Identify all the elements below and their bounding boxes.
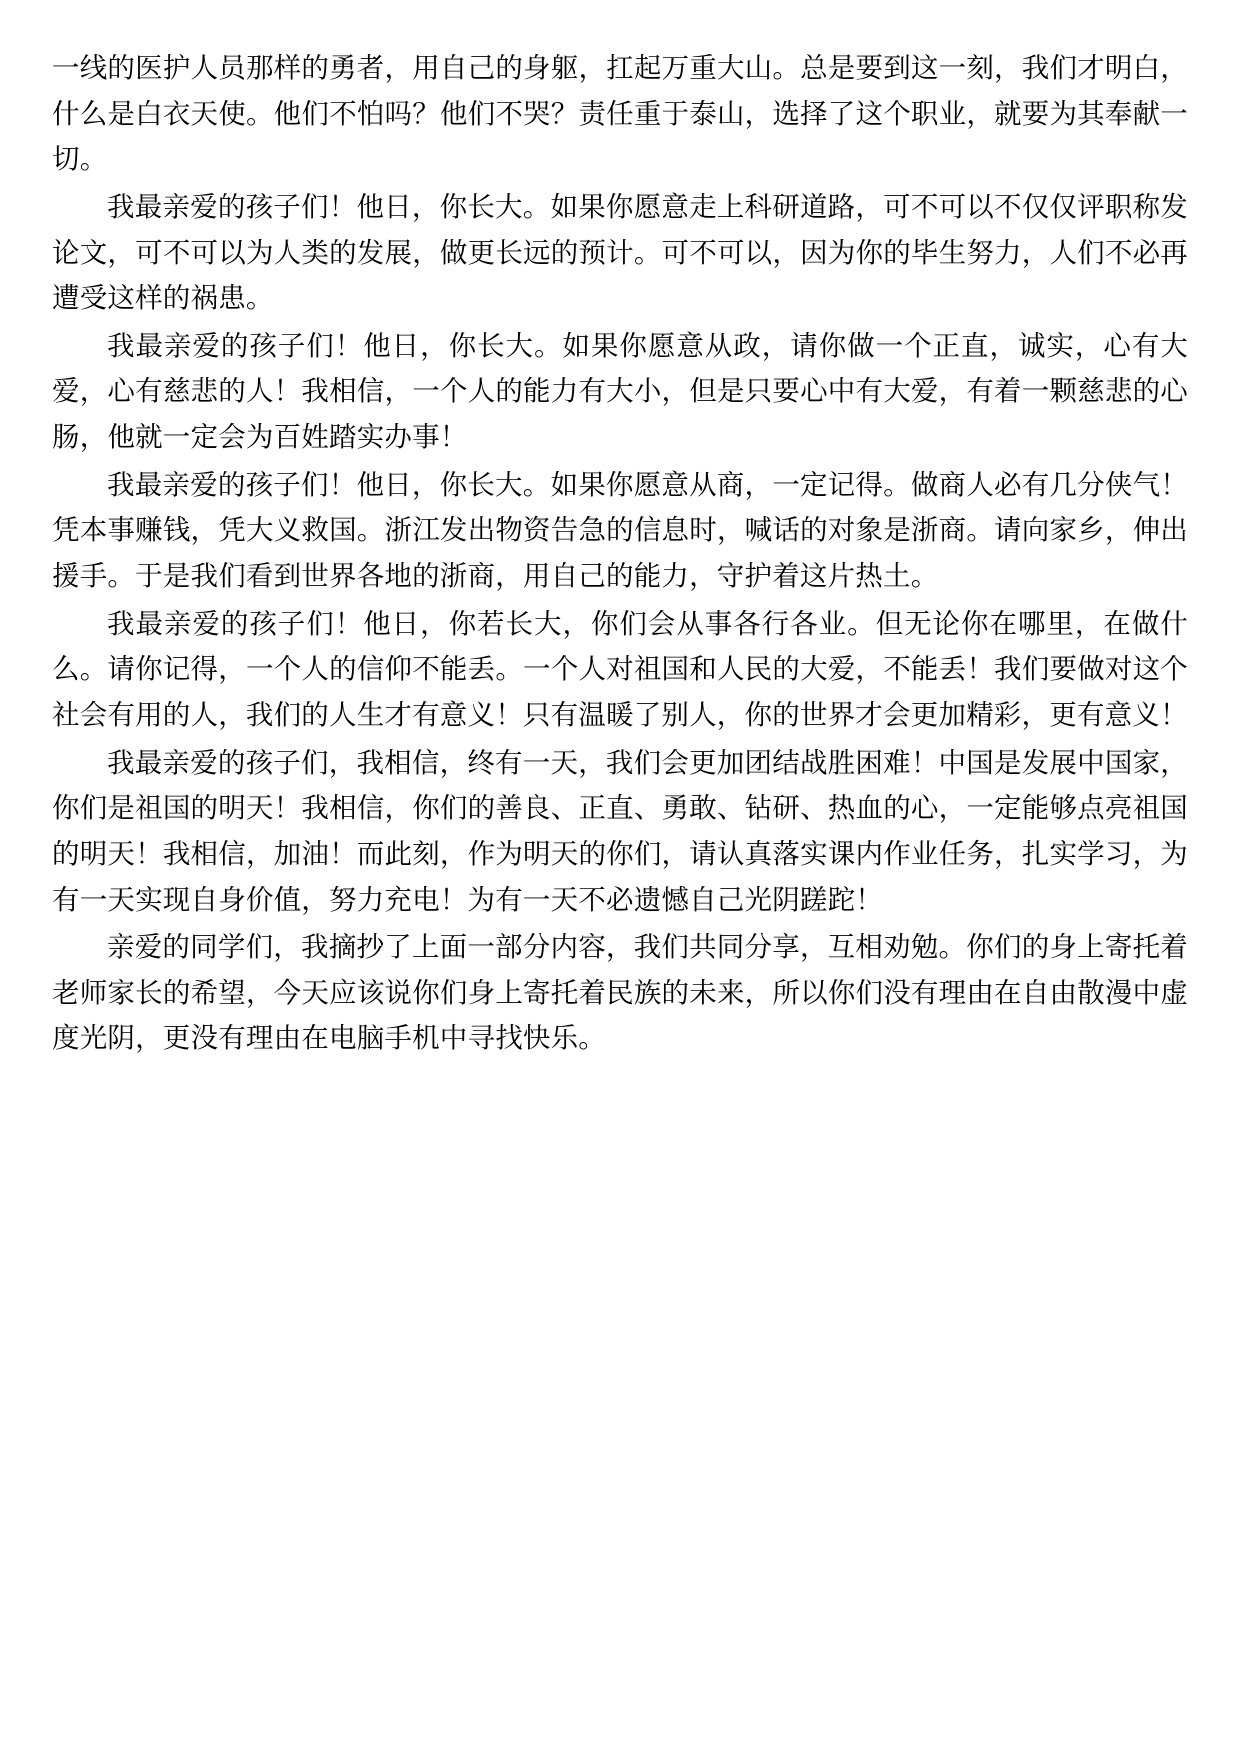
paragraph: 我最亲爱的孩子们！他日，你长大。如果你愿意走上科研道路，可不可以不仅仅评职称发论文，可不可以为人类的发展，做更长远的预计。可不可以，因为你的毕生努力，人们不必再遭受这样的祸患。 (52, 190, 1188, 315)
paragraph: 亲爱的同学们，我摘抄了上面一部分内容，我们共同分享，互相劝勉。你们的身上寄托着老师家长的希望，今天应该说你们身上寄托着民族的未来，所以你们没有理由在自由散漫中虚度光阴，更没有理由在电脑手机中寻找快乐。 (52, 931, 1188, 1055)
paragraph: 我最亲爱的孩子们！他日，你若长大，你们会从事各行各业。但无论你在哪里，在做什么。请你记得，一个人的信仰不能丢。一个人对祖国和人民的大爱，不能丢！我们要做对这个社会有用的人，我们的人生才有意义！只有温暖了别人，你的世界才会更加精彩，更有意义！ (52, 607, 1188, 731)
document-body (52, 46, 1188, 1062)
paragraph: 一线的医护人员那样的勇者，用自己的身躯，扛起万重大山。总是要到这一刻，我们才明白，什么是白衣天使。他们不怕吗？他们不哭？责任重于泰山，选择了这个职业，就要为其奉献一切。 (52, 52, 1188, 176)
paragraph: 我最亲爱的孩子们，我相信，终有一天，我们会更加团结战胜困难！中国是发展中国家，你们是祖国的明天！我相信，你们的善良、正直、勇敢、钻研、热血的心，一定能够点亮祖国的明天！我相信，加油！而此刻，作为明天的你们，请认真落实课内作业任务，扎实学习，为有一天实现自身价值，努力充电！为有一天不必遗憾自己光阴蹉跎！ (52, 746, 1188, 916)
paragraph: 我最亲爱的孩子们！他日，你长大。如果你愿意从政，请你做一个正直，诚实，心有大爱，心有慈悲的人！我相信，一个人的能力有大小，但是只要心中有大爱，有着一颗慈悲的心肠，他就一定会为百姓踏实办事！ (52, 329, 1188, 454)
paragraph: 我最亲爱的孩子们！他日，你长大。如果你愿意从商，一定记得。做商人必有几分侠气！凭本事赚钱，凭大义救国。浙江发出物资告急的信息时，喊话的对象是浙商。请向家乡，伸出援手。于是我们看到世界各地的浙商，用自己的能力，守护着这片热土。 (52, 468, 1188, 593)
